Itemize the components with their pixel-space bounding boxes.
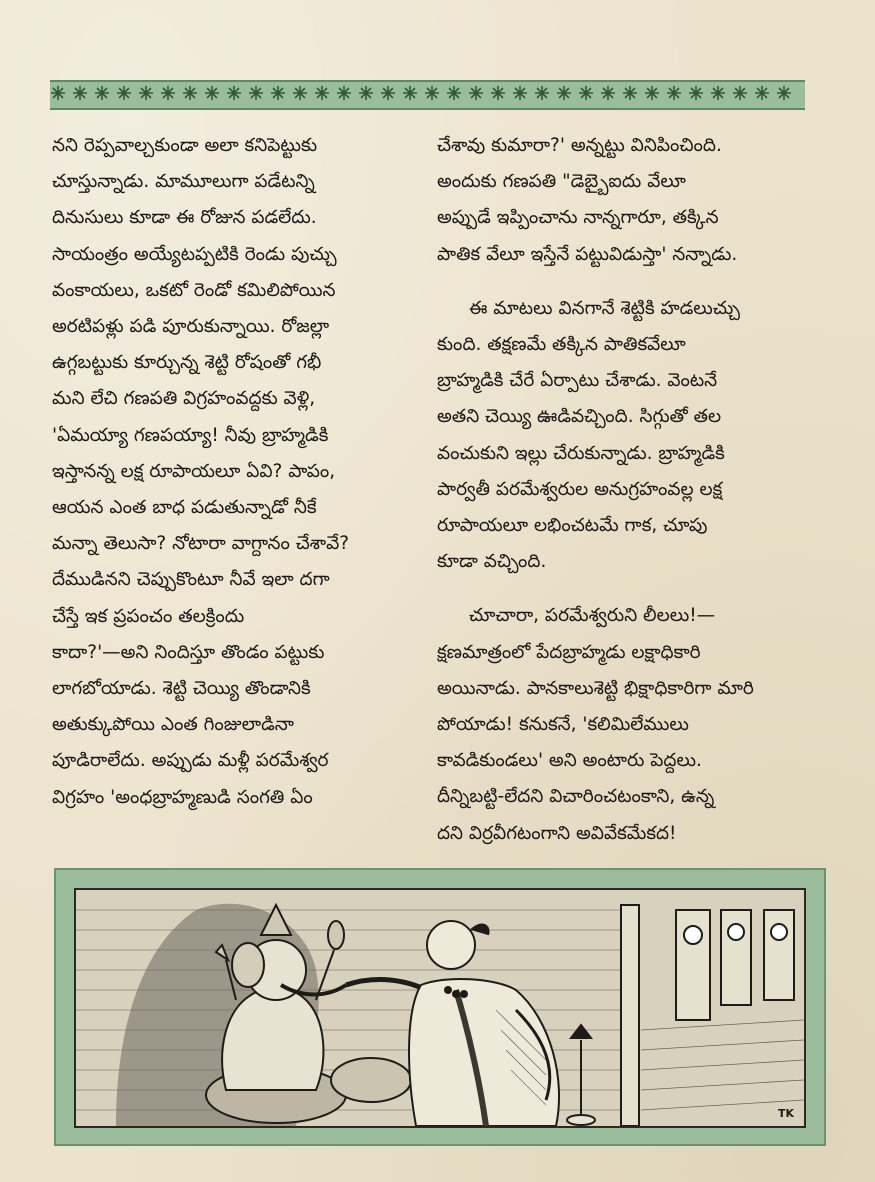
border-motif [249,86,263,100]
text-line: పోయాడు! కనుకనే, 'కలిమిలేములు [437,714,689,736]
text-line: ఈ మాటలు వినగానే శెట్టికి హడలుచ్చు [469,297,740,319]
text-line: కావడికుండలు' అని అంటారు పెద్దలు. [437,750,702,772]
border-motif [645,86,659,100]
text-line: చూస్తున్నాడు. మామూలుగా పడేటన్ని [52,171,315,193]
border-motif [73,86,87,100]
border-motif [95,86,109,100]
left-paragraph [52,128,404,816]
text-line: మని లేచి గణపతి విగ్రహంవద్దకు వెళ్లి, [52,388,316,410]
text-line: ఉగ్గబట్టుకు కూర్చున్న శెట్టి రోషంతో గభీ [52,352,322,374]
border-motif [491,86,505,100]
text-line: బ్రాహ్మడికి చేరే ఏర్పాటు చేశాడు. వెంటనే [437,370,718,392]
text-line: దేముడినని చెప్పుకొంటూ నీవే ఇలా దగా [52,569,330,591]
right-paragraph-1 [437,128,789,273]
text-line: అప్పుడే ఇప్పించాను నాన్నగారూ, తక్కిన [437,207,719,229]
text-line: పాతిక వేలూ ఇస్తేనే పట్టువిడుస్తా' నన్నాడు. [437,243,738,265]
border-motif [777,86,791,100]
illustration-drawing [76,890,804,1126]
border-motif [557,86,571,100]
text-line: ఇస్తానన్న లక్ష రూపాయలూ ఏవి? పాపం, [52,460,336,482]
border-motif [623,86,637,100]
right-paragraph-2 [437,291,789,581]
right-text-column [437,128,789,852]
border-motif [601,86,615,100]
border-motif [667,86,681,100]
text-line: నని రెప్పవాల్చకుండా అలా కనిపెట్టుకు [52,135,318,156]
text-line: కూడా వచ్చింది. [437,551,547,573]
text-line: దని విర్రవీగటంగాని అవివేకమేకద! [437,822,677,844]
border-motif [51,86,65,100]
border-motif [711,86,725,100]
text-line: అరటిపళ్లు పడి పూరుకున్నాయి. రోజల్లా [52,316,330,338]
text-line: అతని చెయ్యి ఊడివచ్చింది. సిగ్గుతో తల [437,406,722,428]
border-motif [293,86,307,100]
text-line: మన్నా తెలుసా? నోటారా వాగ్దానం చేశావే? [52,533,350,555]
text-line: విగ్రహం 'అంధబ్రాహ్మణుడి సంగతి ఏం [52,786,313,808]
text-line: 'ఏమయ్యా గణపయ్యా! నీవు బ్రాహ్మడికి [52,424,329,446]
decorative-border [50,80,805,110]
text-line: అయినాడు. పానకాలుశెట్టి భిక్షాధికారిగా మారి [437,677,754,699]
border-motif [337,86,351,100]
right-paragraph-3 [437,598,789,851]
text-line: దీన్నిబట్టి-లేదని విచారించటంకాని, ఉన్న [437,786,715,808]
border-motif [755,86,769,100]
text-line: వంకాయలు, ఒకటో రెండో కమిలిపోయిన [52,279,336,301]
border-motif [359,86,373,100]
text-line: కుంది. తక్షణమే తక్కిన పాతికవేలూ [437,334,686,356]
text-line: చేశావు కుమారా?' అన్నట్టు వినిపించింది. [437,135,722,156]
border-motif [161,86,175,100]
border-motif [579,86,593,100]
border-motif [469,86,483,100]
text-line: కాదా?'—అని నిందిస్తూ తొండం పట్టుకు [52,641,325,663]
border-motif [733,86,747,100]
artist-signature: TK [777,1107,794,1120]
text-line: లాగబోయాడు. శెట్టి చెయ్యి తొండానికి [52,678,311,700]
text-line: వంచుకుని ఇల్లు చేరుకున్నాడు. బ్రాహ్మడికి [437,442,725,464]
text-line: క్షణమాత్రంలో పేదబ్రాహ్మడు లక్షాధికారి [437,641,701,663]
paragraph-gap [437,580,789,598]
border-motif [183,86,197,100]
text-line: చేస్తే ఇక ప్రపంచం తలక్రిందు [52,605,245,627]
border-motif [139,86,153,100]
text-line: సాయంత్రం అయ్యేటప్పటికి రెండు పుచ్చు [52,243,337,265]
border-motif [425,86,439,100]
border-motif [535,86,549,100]
border-motif [381,86,395,100]
border-motif [315,86,329,100]
border-motif [689,86,703,100]
text-line: ఆయన ఎంత బాధ పడుతున్నాడో నీకే [52,497,317,519]
border-motif [271,86,285,100]
illustration-frame [54,868,826,1146]
border-motif [205,86,219,100]
text-line: పూడిరాలేదు. అప్పుడు మళ్లీ పరమేశ్వర [52,750,329,772]
border-motif [403,86,417,100]
paragraph-gap [437,273,789,291]
border-motif [513,86,527,100]
border-motif [117,86,131,100]
text-line: అందుకు గణపతి "డెబ్బైఐదు వేలూ [437,171,686,193]
border-motif [227,86,241,100]
text-line: పార్వతీ పరమేశ్వరుల అనుగ్రహంవల్ల లక్ష [437,478,723,500]
text-line: దినుసులు కూడా ఈ రోజున పడలేదు. [52,207,317,229]
border-motif [447,86,461,100]
text-line: రూపాయలూ లభించటమే గాక, చూపు [437,515,708,537]
text-line: చూచారా, పరమేశ్వరుని లీలలు!— [469,605,716,627]
illustration [74,888,806,1128]
text-line: అతుక్కుపోయి ఎంత గింజులాడినా [52,714,294,736]
left-text-column [52,128,404,816]
